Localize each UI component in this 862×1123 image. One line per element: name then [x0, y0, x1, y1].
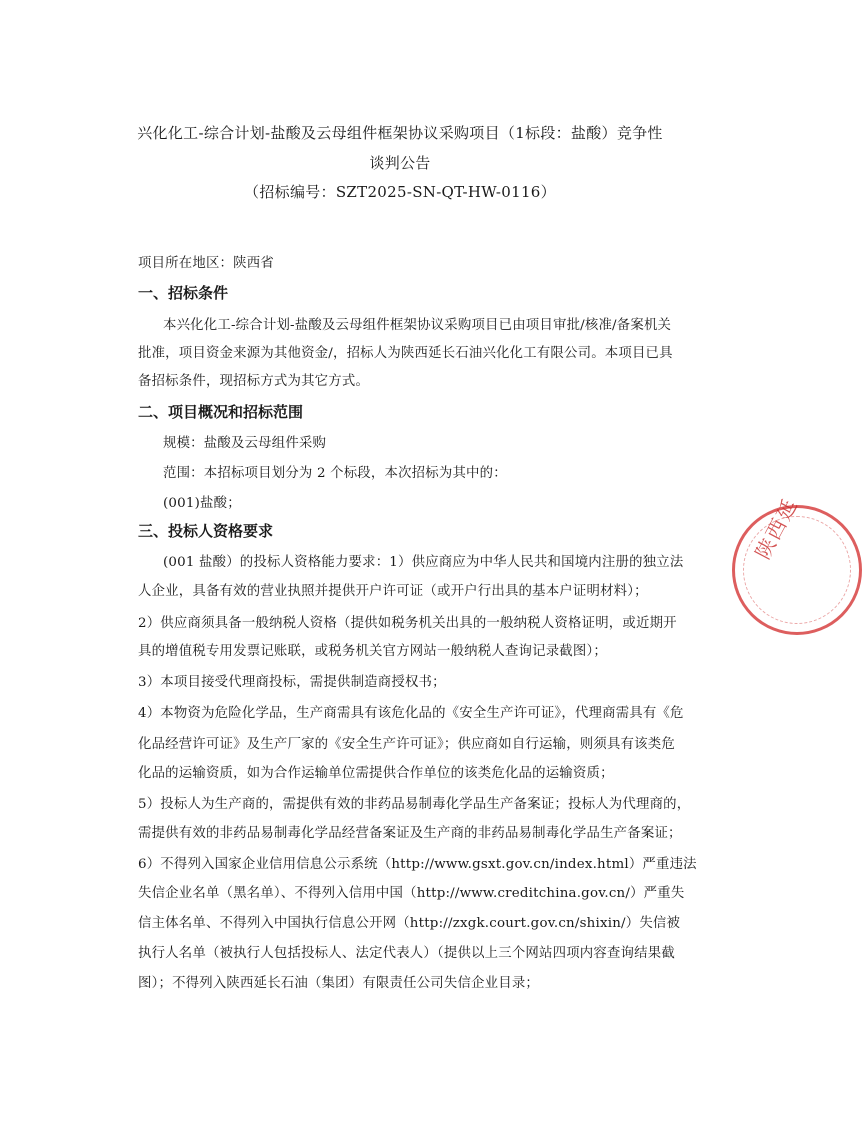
paragraph-line: 批准，项目资金来源为其他资金/，招标人为陕西延长石油兴化化工有限公司。本项目已具 [138, 346, 673, 361]
section-heading-qualifications: 三、投标人资格要求 [138, 522, 274, 540]
paragraph-line: 2）供应商须具备一般纳税人资格（提供如税务机关出具的一般纳税人资格证明，或近期开 [138, 616, 677, 631]
paragraph-line: 5）投标人为生产商的，需提供有效的非药品易制毒化学品生产备案证；投标人为代理商的， [138, 797, 691, 812]
tender-number: （招标编号：SZT2025-SN-QT-HW-0116） [244, 183, 556, 201]
section-heading-conditions: 一、招标条件 [138, 284, 229, 302]
paragraph-line: 本兴化化工-综合计划-盐酸及云母组件框架协议采购项目已由项目审批/核准/备案机关 [163, 318, 672, 333]
section-heading-scope: 二、项目概况和招标范围 [138, 403, 304, 421]
paragraph-line: 信主体名单、不得列入中国执行信息公开网（http://zxgk.court.gov.cn/shixin/）失信被 [138, 916, 681, 931]
paragraph-line: 具的增值税专用发票记账联，或税务机关官方网站一般纳税人查询记录截图）； [138, 644, 607, 659]
paragraph-line: 图）；不得列入陕西延长石油（集团）有限责任公司失信企业目录； [138, 976, 540, 991]
paragraph-line: (001 盐酸）的投标人资格能力要求：1）供应商应为中华人民共和国境内注册的独立法 [163, 555, 684, 570]
paragraph-line: 需提供有效的非药品易制毒化学品经营备案证及生产商的非药品易制毒化学品生产备案证； [138, 826, 682, 841]
paragraph-line: 化品的运输资质，如为合作运输单位需提供合作单位的该类危化品的运输资质； [138, 766, 614, 781]
paragraph-line: (001)盐酸； [163, 496, 241, 511]
paragraph-line: 备招标条件，现招标方式为其它方式。 [138, 374, 370, 389]
paragraph-line: 人企业，具备有效的营业执照并提供开户许可证（或开户行出具的基本户证明材料）； [138, 584, 648, 599]
paragraph-line: 范围：本招标项目划分为 2 个标段，本次招标为其中的： [163, 466, 507, 481]
official-seal-stamp [732, 493, 862, 635]
seal-text: 陕西延 [750, 493, 803, 564]
paragraph-line: 6）不得列入国家企业信用信息公示系统（http://www.gsxt.gov.cn/index.html）严重违法 [138, 857, 697, 872]
paragraph-line: 化品经营许可证》及生产厂家的《安全生产许可证》；供应商如自行运输，则须具有该类危 [138, 737, 675, 752]
project-region: 项目所在地区：陕西省 [138, 256, 274, 271]
paragraph-line: 4）本物资为危险化学品，生产商需具有该危化品的《安全生产许可证》，代理商需具有《危 [138, 706, 684, 721]
paragraph-line: 失信企业名单（黑名单）、不得列入信用中国（http://www.creditchina.gov.cn/）严重失 [138, 886, 685, 901]
paragraph-line: 规模：盐酸及云母组件采购 [163, 436, 327, 451]
title-line-1: 兴化化工-综合计划-盐酸及云母组件框架协议采购项目（1标段：盐酸）竞争性 [137, 124, 663, 142]
paragraph-line: 执行人名单（被执行人包括投标人、法定代表人）（提供以上三个网站四项内容查询结果截 [138, 946, 675, 961]
paragraph-line: 3）本项目接受代理商投标，需提供制造商授权书； [138, 675, 446, 690]
title-line-2: 谈判公告 [369, 154, 431, 172]
